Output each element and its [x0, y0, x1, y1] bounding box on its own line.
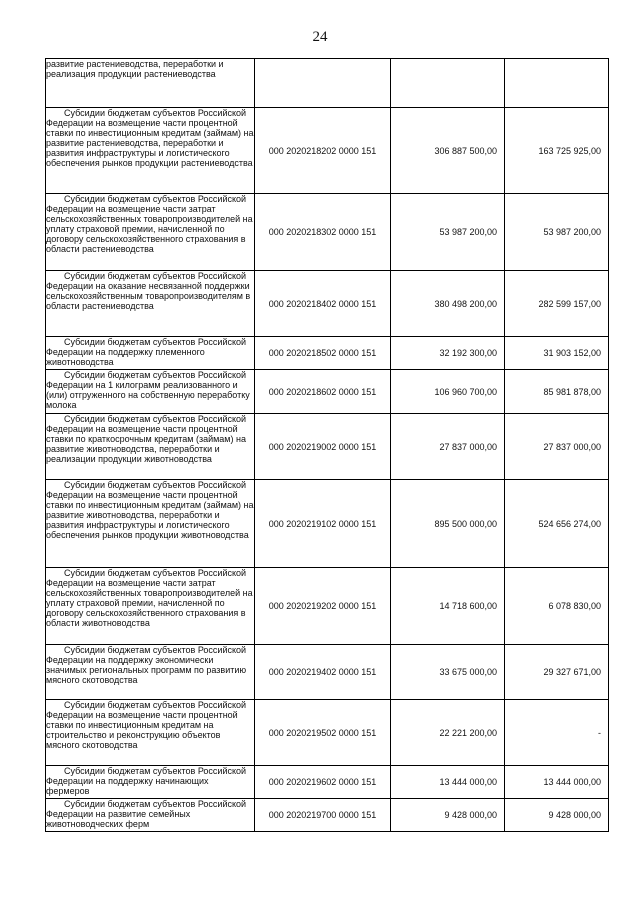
row-name-cell	[46, 194, 255, 271]
row-plan-cell: 27 837 000,00	[391, 414, 505, 480]
row-name-cell	[46, 337, 255, 370]
row-name-text: Субсидии бюджетам субъектов Российской Федерации на поддержку племенного животноводства	[46, 337, 247, 367]
row-name-text: развитие растениеводства, переработки и реализация продукции растениеводства	[46, 59, 224, 79]
row-name-text: Субсидии бюджетам субъектов Российской Федерации на возмещение части процентной ставки по инвестиционным кредитам (займам) на развитие животноводства, переработки и развития инфраструктуры и логистического обеспечения рынков продукции животноводства	[46, 480, 254, 540]
page-number: 24	[312, 29, 328, 45]
table-row	[46, 59, 609, 108]
row-name-text: Субсидии бюджетам субъектов Российской Федерации на поддержку экономически значимых региональных программ по развитию мясного скотоводства	[46, 645, 247, 685]
row-name-text: Субсидии бюджетам субъектов Российской Федерации на поддержку начинающих фермеров	[46, 766, 247, 796]
table-row	[46, 194, 609, 271]
row-name-cell	[46, 700, 255, 766]
row-name-cell	[46, 370, 255, 414]
row-name-cell	[46, 480, 255, 568]
row-fact-cell: 13 444 000,00	[505, 766, 609, 799]
row-plan-cell	[391, 59, 505, 108]
row-plan-cell: 380 498 200,00	[391, 271, 505, 337]
row-fact-cell: 163 725 925,00	[505, 108, 609, 194]
row-name-cell	[46, 799, 255, 832]
row-code-cell: 000 2020219102 0000 151	[255, 480, 391, 568]
row-plan-cell: 306 887 500,00	[391, 108, 505, 194]
row-code-cell: 000 2020219202 0000 151	[255, 568, 391, 645]
row-code-cell: 000 2020219700 0000 151	[255, 799, 391, 832]
row-plan-cell: 22 221 200,00	[391, 700, 505, 766]
row-name-text: Субсидии бюджетам субъектов Российской Федерации на возмещение части затрат сельскохозяйственных товаропроизводителей на уплату страховой премии, начисленной по договору сельскохозяйственного страхования в области животноводства	[46, 568, 253, 628]
table-row	[46, 108, 609, 194]
row-plan-cell: 9 428 000,00	[391, 799, 505, 832]
row-name-text: Субсидии бюджетам субъектов Российской Федерации на развитие семейных животноводческих ферм	[46, 799, 247, 829]
row-name-text: Субсидии бюджетам субъектов Российской Федерации на 1 килограмм реализованного и (или) отгруженного на собственную переработку молока	[46, 370, 250, 410]
row-code-cell	[255, 59, 391, 108]
row-code-cell: 000 2020219002 0000 151	[255, 414, 391, 480]
row-fact-cell: 282 599 157,00	[505, 271, 609, 337]
row-code-cell: 000 2020218302 0000 151	[255, 194, 391, 271]
row-name-text: Субсидии бюджетам субъектов Российской Федерации на возмещение части затрат сельскохозяйственных товаропроизводителей на уплату страховой премии, начисленной по договору сельскохозяйственного страхования в области растениеводства	[46, 194, 253, 254]
row-code-cell: 000 2020218502 0000 151	[255, 337, 391, 370]
table-row	[46, 766, 609, 799]
table-row	[46, 271, 609, 337]
row-plan-cell: 33 675 000,00	[391, 645, 505, 700]
row-plan-cell: 13 444 000,00	[391, 766, 505, 799]
row-code-cell: 000 2020218202 0000 151	[255, 108, 391, 194]
table-row	[46, 480, 609, 568]
row-name-text: Субсидии бюджетам субъектов Российской Федерации на возмещение части процентной ставки по инвестиционным кредитам (займам) на развитие растениеводства, переработки и развития инфраструктуры и логистического обеспечения рынков продукции растениеводства	[46, 108, 254, 168]
row-plan-cell: 895 500 000,00	[391, 480, 505, 568]
row-name-text: Субсидии бюджетам субъектов Российской Федерации на оказание несвязанной поддержки сельскохозяйственным товаропроизводителям в области растениеводства	[46, 271, 251, 311]
table-row	[46, 568, 609, 645]
row-fact-cell: 27 837 000,00	[505, 414, 609, 480]
table-row	[46, 414, 609, 480]
row-fact-cell: 6 078 830,00	[505, 568, 609, 645]
row-name-cell	[46, 414, 255, 480]
row-name-cell	[46, 645, 255, 700]
table-row	[46, 370, 609, 414]
row-name-cell	[46, 766, 255, 799]
row-fact-cell: 53 987 200,00	[505, 194, 609, 271]
table-row	[46, 645, 609, 700]
row-code-cell: 000 2020219502 0000 151	[255, 700, 391, 766]
row-name-cell	[46, 59, 255, 108]
row-plan-cell: 106 960 700,00	[391, 370, 505, 414]
row-plan-cell: 53 987 200,00	[391, 194, 505, 271]
row-code-cell: 000 2020219402 0000 151	[255, 645, 391, 700]
subsidies-table	[45, 58, 609, 832]
row-name-cell	[46, 271, 255, 337]
row-fact-cell: 9 428 000,00	[505, 799, 609, 832]
row-name-cell	[46, 568, 255, 645]
row-name-text: Субсидии бюджетам субъектов Российской Федерации на возмещение части процентной ставки по краткосрочным кредитам (займам) на развитие животноводства, переработки и реализации продукции животноводства	[46, 414, 247, 464]
row-plan-cell: 14 718 600,00	[391, 568, 505, 645]
row-fact-cell: 524 656 274,00	[505, 480, 609, 568]
table-row	[46, 700, 609, 766]
row-plan-cell: 32 192 300,00	[391, 337, 505, 370]
row-fact-cell: 85 981 878,00	[505, 370, 609, 414]
row-name-cell	[46, 108, 255, 194]
row-code-cell: 000 2020219602 0000 151	[255, 766, 391, 799]
row-fact-cell	[505, 59, 609, 108]
row-name-text: Субсидии бюджетам субъектов Российской Федерации на возмещение части процентной ставки по инвестиционным кредитам на строительство и реконструкцию объектов мясного скотоводства	[46, 700, 247, 750]
row-fact-cell: 31 903 152,00	[505, 337, 609, 370]
table-row	[46, 337, 609, 370]
row-fact-cell: -	[505, 700, 609, 766]
row-code-cell: 000 2020218402 0000 151	[255, 271, 391, 337]
row-fact-cell: 29 327 671,00	[505, 645, 609, 700]
row-code-cell: 000 2020218602 0000 151	[255, 370, 391, 414]
table-row	[46, 799, 609, 832]
